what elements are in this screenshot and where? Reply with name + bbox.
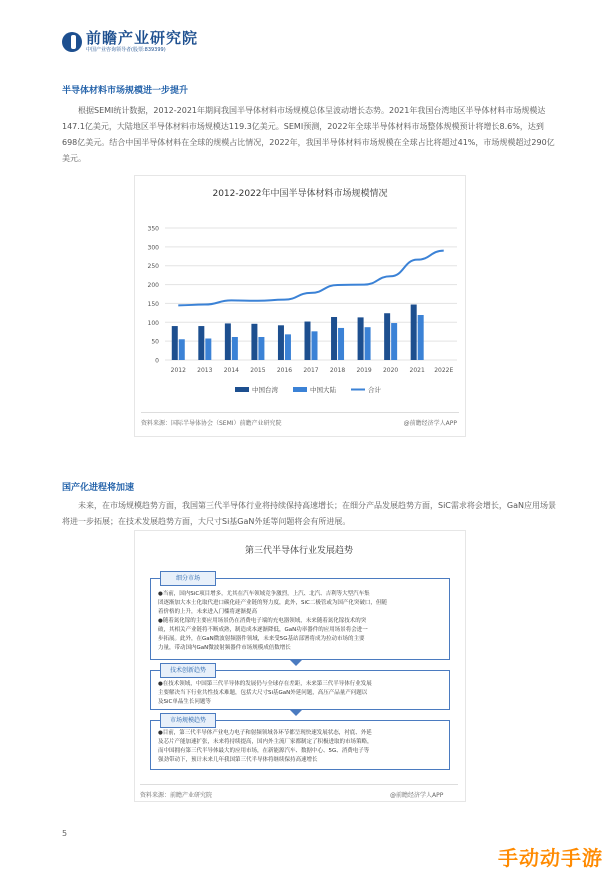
legend-label: 中国台湾 <box>252 386 278 394</box>
bar-mainland <box>391 323 397 360</box>
y-tick-label: 0 <box>155 357 159 365</box>
flow-arrow-icon <box>290 660 302 666</box>
bar-mainland <box>285 334 291 360</box>
diagram-title: 第三代半导体行业发展趋势 <box>244 546 353 556</box>
bar-taiwan <box>331 317 337 360</box>
bar-mainland <box>312 331 318 360</box>
diagram-credit: @前瞻经济学人APP <box>390 792 444 799</box>
y-tick-label: 50 <box>151 338 159 346</box>
legend-swatch <box>293 387 307 392</box>
chart-credit: @前瞻经济学人APP <box>403 420 457 427</box>
bar-mainland <box>338 328 344 360</box>
bar-taiwan <box>384 313 390 360</box>
chart-divider <box>141 412 459 413</box>
bar-taiwan <box>251 324 257 360</box>
section-paragraph-localization: 未来，在市场规模趋势方面，我国第三代半导体行业将持续保持高速增长；在细分产品发展趋势方面，SiC需求将会增长，GaN应用场景将进一步拓展；在技术发展趋势方面，大尺寸Si基GaN外延等问题将会有所进展。 <box>62 501 556 526</box>
y-tick-label: 250 <box>147 263 159 271</box>
bar-mainland <box>205 339 211 360</box>
x-tick-label: 2012 <box>170 367 186 374</box>
bar-taiwan <box>225 323 231 360</box>
trend-tag-market-segment: 细分市场 <box>160 571 216 586</box>
total-line <box>178 251 443 306</box>
bar-taiwan <box>305 322 311 360</box>
flow-arrow-icon <box>290 710 302 716</box>
x-tick-label: 2017 <box>303 367 319 374</box>
bar-mainland <box>258 337 264 360</box>
x-tick-label: 2013 <box>197 367 213 374</box>
watermark-logo: 手动动手游 <box>498 846 603 870</box>
y-tick-label: 350 <box>147 225 159 233</box>
x-tick-label: 2018 <box>329 367 346 374</box>
y-tick-label: 300 <box>147 244 159 252</box>
bar-taiwan <box>278 325 284 360</box>
legend-swatch <box>235 387 249 392</box>
x-tick-label: 2016 <box>276 367 293 374</box>
bar-taiwan <box>172 326 178 360</box>
bar-taiwan <box>358 317 364 360</box>
x-tick-label: 2021 <box>409 367 425 374</box>
brand-subtitle: 中国产业咨询领导者(股票:839399) <box>86 47 166 53</box>
x-tick-label: 2015 <box>250 367 266 374</box>
brand-name: 前瞻产业研究院 <box>86 29 199 47</box>
page-number: 5 <box>62 829 68 838</box>
section-paragraph-market: 根据SEMI统计数据，2012-2021年期间我国半导体材料市场规模总体呈波动增长态势。2021年我国台湾地区半导体材料市场规模达147.1亿美元，大陆地区半导体材料市场规模达119.3亿美元。SEMI预测，2022年全球半导体材料市场整体规模预计将增长8.6%，达到698亿美元。结合中国半导体材料在全球的规模占比情况，2022年，我国半导体材料市场规模在全球占比将超过41%，市场规模超过290亿美元。 <box>62 106 555 163</box>
diagram-divider <box>140 784 458 785</box>
x-tick-label: 2020 <box>382 367 399 374</box>
bar-taiwan <box>198 326 204 360</box>
trend-text-tech: ●在技术领域，中国第三代半导体的发展仍与全球存在差距，未来第三代半导体行业发展 主要解决当下行业共性技术难题，包括大尺寸Si基GaN外延问题，高压产品量产问题以 及SiC单晶生长问题等 <box>158 681 372 705</box>
legend-label: 合计 <box>368 386 381 394</box>
bar-line-chart <box>135 206 465 426</box>
diagram-source: 资料来源：前瞻产业研究院 <box>140 792 213 799</box>
trend-tag-scale: 市场规模趋势 <box>160 713 216 728</box>
trend-tag-tech: 技术创新趋势 <box>160 663 216 678</box>
legend-label: 中国大陆 <box>310 386 336 394</box>
section-title-market: 半导体材料市场规模进一步提升 <box>62 86 189 96</box>
logo-icon <box>62 32 82 52</box>
brand-logo <box>62 30 198 54</box>
x-tick-label: 2019 <box>356 367 372 374</box>
bar-mainland <box>179 339 185 360</box>
chart-title: 2012-2022年中国半导体材料市场规模情况 <box>212 189 388 199</box>
y-tick-label: 100 <box>147 319 159 327</box>
trend-text-market-segment: ●当前，国内SiC项目增多，尤其在汽车领域竞争激烈，上汽、北汽、吉利等大型汽车集 团逐渐加大本土化取代进口碳化硅产业链的努力度，此外，SiC二极管或为国产化突破口，但随 着价格的上升，未来进入门槛将逐渐提高 ●随着氮化镓的主要应用场景仍在消费电子端的充电器领域，未来随着氮化镓技术的突 破，其相关产业链将不断成熟，制造成本逐渐降低，GaN功率器件的应用场景将会进一 步拓展。此外，在GaN微波射频器件领域，未来受5G基站部署将成为拉动市场的主要 力量，带动国内GaN微波射频器件市场规模成倍数增长 <box>158 591 387 651</box>
chart-card <box>134 175 466 437</box>
x-tick-label: 2014 <box>223 367 240 374</box>
bar-taiwan <box>411 305 417 360</box>
y-tick-label: 150 <box>147 300 159 308</box>
bar-mainland <box>232 337 238 360</box>
chart-source: 资料来源：国际半导体协会（SEMI）前瞻产业研究院 <box>141 420 282 427</box>
x-tick-label: 2022E <box>434 367 454 374</box>
bar-mainland <box>365 327 371 360</box>
section-title-localization: 国产化进程将加速 <box>62 483 135 493</box>
y-tick-label: 200 <box>147 282 159 290</box>
bar-mainland <box>418 315 424 360</box>
trend-text-scale: ●目前，第三代半导体产业电力电子和射频领域各环节都呈现快速发展状态，衬底、外延 及芯片产能加速扩张，未来将持续提高，国内外主流厂家都制定了积极进取的市场策略， 而中国拥有第三代半导体最大的应用市场，在新能源汽车、数据中心、5G、消费电子等 强劲带动下，预计未来几年我国第三代半导体将继续保持高速增长 <box>158 730 373 763</box>
